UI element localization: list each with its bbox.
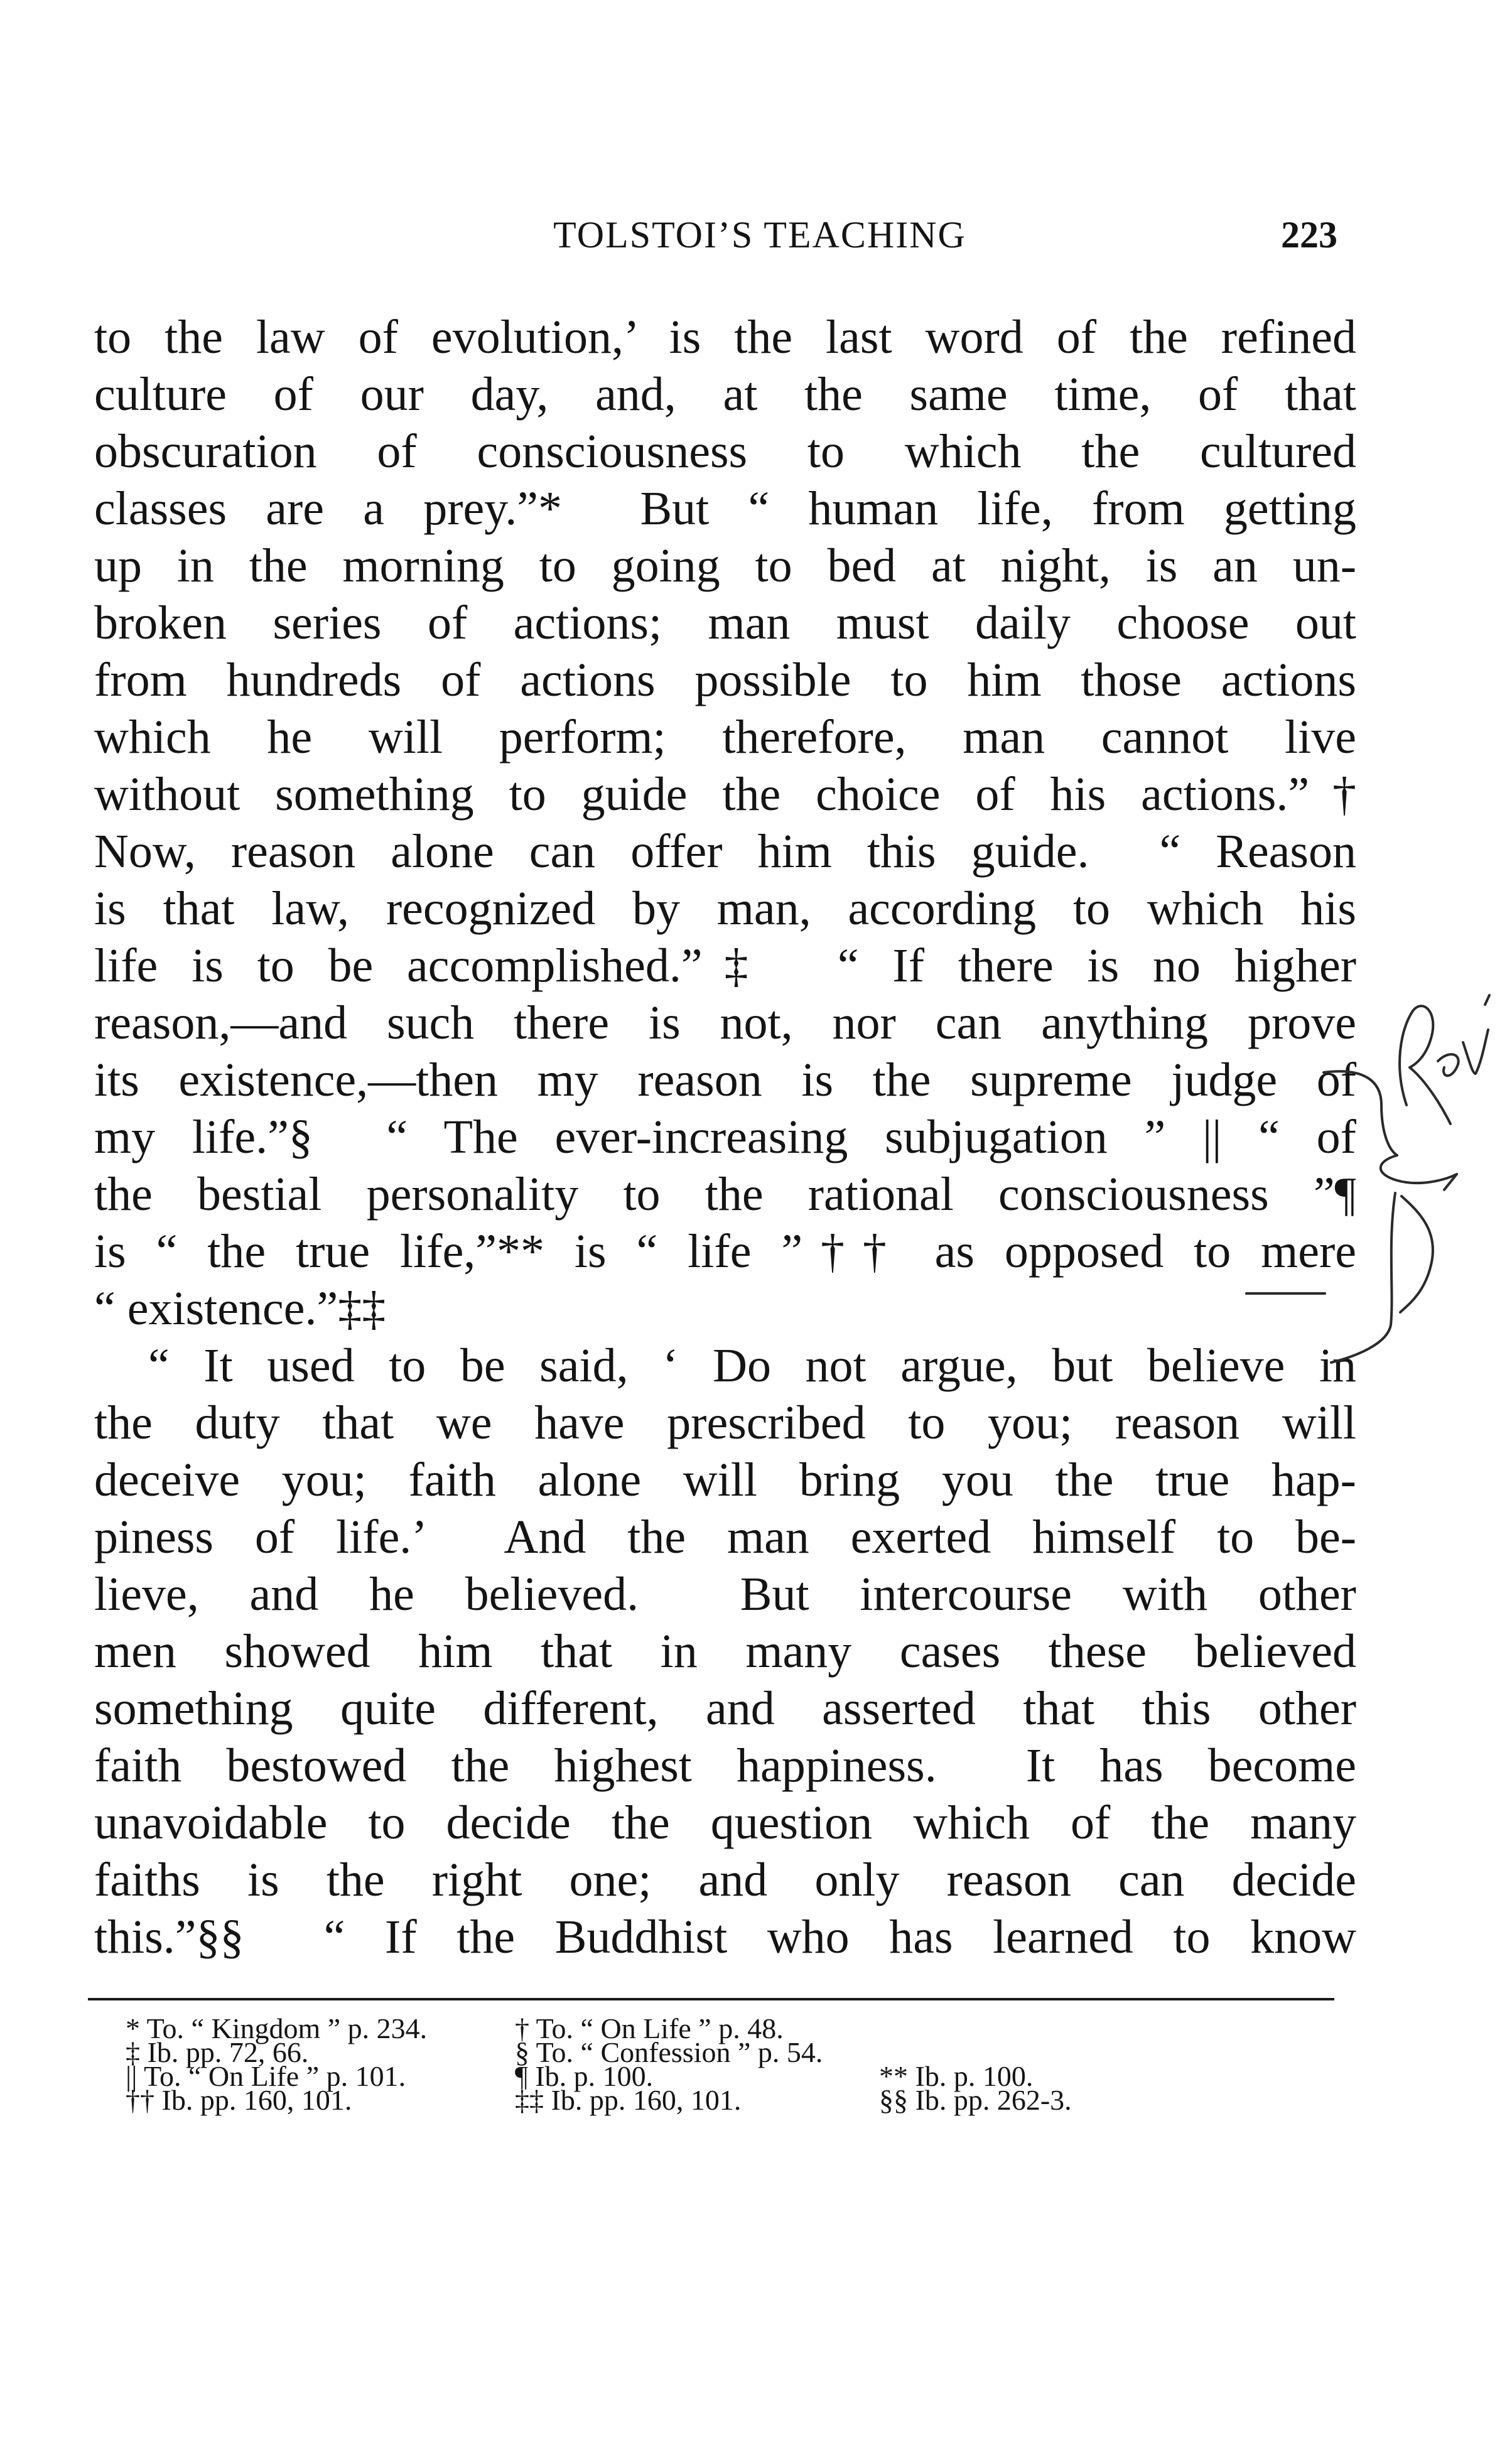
text-line: obscuration of consciousness to which the cultured — [94, 425, 1356, 478]
text-line: broken series of actions; man must daily choose out — [94, 596, 1356, 649]
page-number: 223 — [1281, 214, 1337, 256]
text-line: men showed him that in many cases these believed — [94, 1625, 1356, 1678]
text-line: deceive you; faith alone will bring you the true hap- — [94, 1454, 1356, 1506]
text-line: up in the morning to going to bed at night, is an un- — [94, 539, 1356, 592]
text-line: is that law, recognized by man, according to which his — [94, 882, 1356, 935]
text-line: piness of life.’ And the man exerted himself to be- — [94, 1511, 1356, 1563]
text-line: unavoidable to decide the question which of the many — [94, 1796, 1356, 1849]
footnote: † To. “ On Life ” p. 48. — [515, 2012, 784, 2044]
footnote: §§ Ib. pp. 262-3. — [879, 2084, 1072, 2116]
text-line: is “ the true life,”** is “ life ”†† as opposed to mere — [94, 1225, 1356, 1278]
footnote: ‡‡ Ib. pp. 160, 101. — [515, 2084, 742, 2116]
text-line: reason,—and such there is not, nor can anything prove — [94, 996, 1356, 1049]
text-line: to the law of evolution,’ is the last word of the refined — [94, 311, 1356, 364]
text-line: culture of our day, and, at the same time, of that — [94, 368, 1356, 421]
text-line: its existence,—then my reason is the supreme judge of — [94, 1054, 1356, 1106]
text-line: the duty that we have prescribed to you; reason will — [94, 1396, 1356, 1449]
text-line: faith bestowed the highest happiness. It has become — [94, 1739, 1356, 1792]
text-line: classes are a prey.”* But “ human life, from getting — [94, 482, 1356, 535]
footnote: * To. “ Kingdom ” p. 234. — [126, 2012, 428, 2044]
text-line: Now, reason alone can offer him this guide. “ Reason — [94, 825, 1356, 878]
text-line: which he will perform; therefore, man cannot live — [94, 711, 1356, 764]
text-line: lieve, and he believed. But intercourse with other — [94, 1568, 1356, 1621]
text-line: from hundreds of actions possible to him those actions — [94, 654, 1356, 706]
footnote: ¶ Ib. p. 100. — [515, 2060, 654, 2092]
text-line: “ It used to be said, ‘ Do not argue, but believe in — [148, 1339, 1356, 1392]
text-line: this.”§§ “ If the Buddhist who has learned to know — [94, 1911, 1356, 1963]
footnote: ** Ib. p. 100. — [879, 2060, 1034, 2092]
footnote-row — [126, 2084, 1256, 2116]
text-line: faiths is the right one; and only reason can decide — [94, 1854, 1356, 1906]
text-line: without something to guide the choice of his actions.”† — [94, 768, 1356, 821]
footnote: †† Ib. pp. 160, 101. — [126, 2084, 352, 2116]
footnote: § To. “ Confession ” p. 54. — [515, 2036, 823, 2068]
running-head — [100, 213, 1356, 264]
footnote-divider — [88, 1998, 1334, 2000]
text-line: something quite different, and asserted that this other — [94, 1682, 1356, 1735]
text-line: life is to be accomplished.”‡ “ If there is no higher — [94, 939, 1356, 992]
body-text — [94, 309, 1356, 1966]
footnote: || To. “ On Life ” p. 101. — [126, 2060, 406, 2092]
text-line: the bestial personality to the rational consciousness ”¶ — [94, 1168, 1356, 1221]
running-title: TOLSTOI’S TEACHING — [553, 214, 966, 256]
footnotes — [126, 2012, 1256, 2116]
text-line: my life.”§ “ The ever-increasing subjugation ” || “ of — [94, 1111, 1356, 1163]
text-line: “ existence.”‡‡ — [94, 1282, 386, 1335]
footnote: ‡ Ib. pp. 72, 66. — [126, 2036, 309, 2068]
